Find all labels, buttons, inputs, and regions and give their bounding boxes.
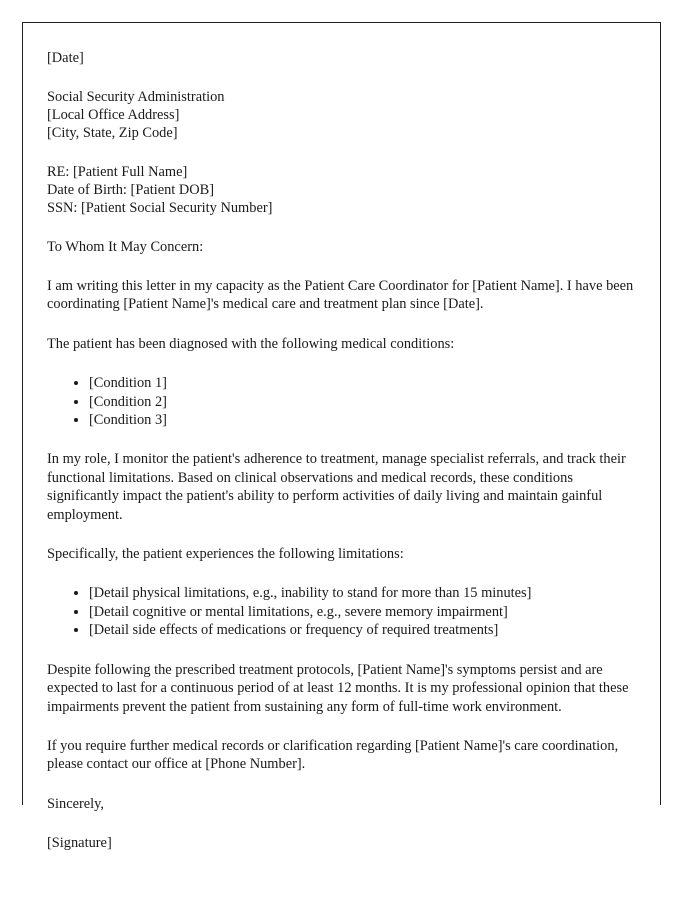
role-paragraph-block [47, 450, 639, 524]
salutation: To Whom It May Concern: [47, 239, 204, 255]
conditions-lead-in-block [47, 335, 639, 353]
conditions-list [47, 374, 639, 429]
ssn-line: SSN: [Patient Social Security Number] [47, 200, 273, 216]
conditions-lead-in: The patient has been diagnosed with the following medical conditions: [47, 335, 455, 352]
date-of-birth-line: Date of Birth: [Patient DOB] [47, 182, 215, 198]
date-block [47, 49, 639, 67]
contact-paragraph-block [47, 737, 639, 774]
date-line: [Date] [47, 50, 84, 66]
prognosis-paragraph: Despite following the prescribed treatment protocols, [Patient Name]'s symptoms persist and are expected to last for a continuous period of at least 12 months. It is my professional opinion that these impairments prevent the patient from sustaining any form of full-time work environment. [47, 661, 629, 715]
contact-paragraph: If you require further medical records or clarification regarding [Patient Name]'s care coordination, please contact our office at [Phone Number]. [47, 737, 619, 773]
list-item: • [Detail physical limitations, e.g., inability to stand for more than 15 minutes] [89, 584, 639, 602]
re-line: RE: [Patient Full Name] [47, 164, 188, 180]
document-page [22, 22, 661, 851]
recipient-city-state-zip: [City, State, Zip Code] [47, 125, 178, 141]
limitations-lead-in: Specifically, the patient experiences the following limitations: [47, 546, 404, 563]
closing-block [47, 795, 639, 813]
role-paragraph: In my role, I monitor the patient's adherence to treatment, manage specialist referrals, and track their functional limitations. Based on clinical observations and medical records, these conditions significantly impact the patient's ability to perform activities of daily living and maintain gainful employment. [47, 451, 626, 523]
prognosis-paragraph-block [47, 661, 639, 716]
reference-block [47, 163, 639, 217]
limitations-lead-in-block [47, 545, 639, 563]
signature-block [47, 834, 639, 852]
list-item: • [Detail cognitive or mental limitations, e.g., severe memory impairment] [89, 603, 639, 621]
recipient-address-block [47, 88, 639, 142]
recipient-address-line: [Local Office Address] [47, 107, 180, 123]
letter-body [47, 49, 639, 873]
intro-paragraph-block [47, 277, 639, 314]
salutation-block [47, 238, 639, 256]
list-item: • [Condition 2] [89, 393, 639, 411]
list-item: • [Detail side effects of medications or frequency of required treatments] [89, 621, 639, 639]
signature-placeholder: [Signature] [47, 834, 112, 851]
recipient-organization: Social Security Administration [47, 89, 225, 105]
list-item: • [Condition 1] [89, 374, 639, 392]
intro-paragraph: I am writing this letter in my capacity as the Patient Care Coordinator for [Patient Name]. I have been coordinating [Patient Name]'s medical care and treatment plan since [Date]. [47, 278, 634, 313]
closing-salutation: Sincerely, [47, 795, 105, 812]
limitations-list [47, 584, 639, 639]
list-item: • [Condition 3] [89, 411, 639, 429]
